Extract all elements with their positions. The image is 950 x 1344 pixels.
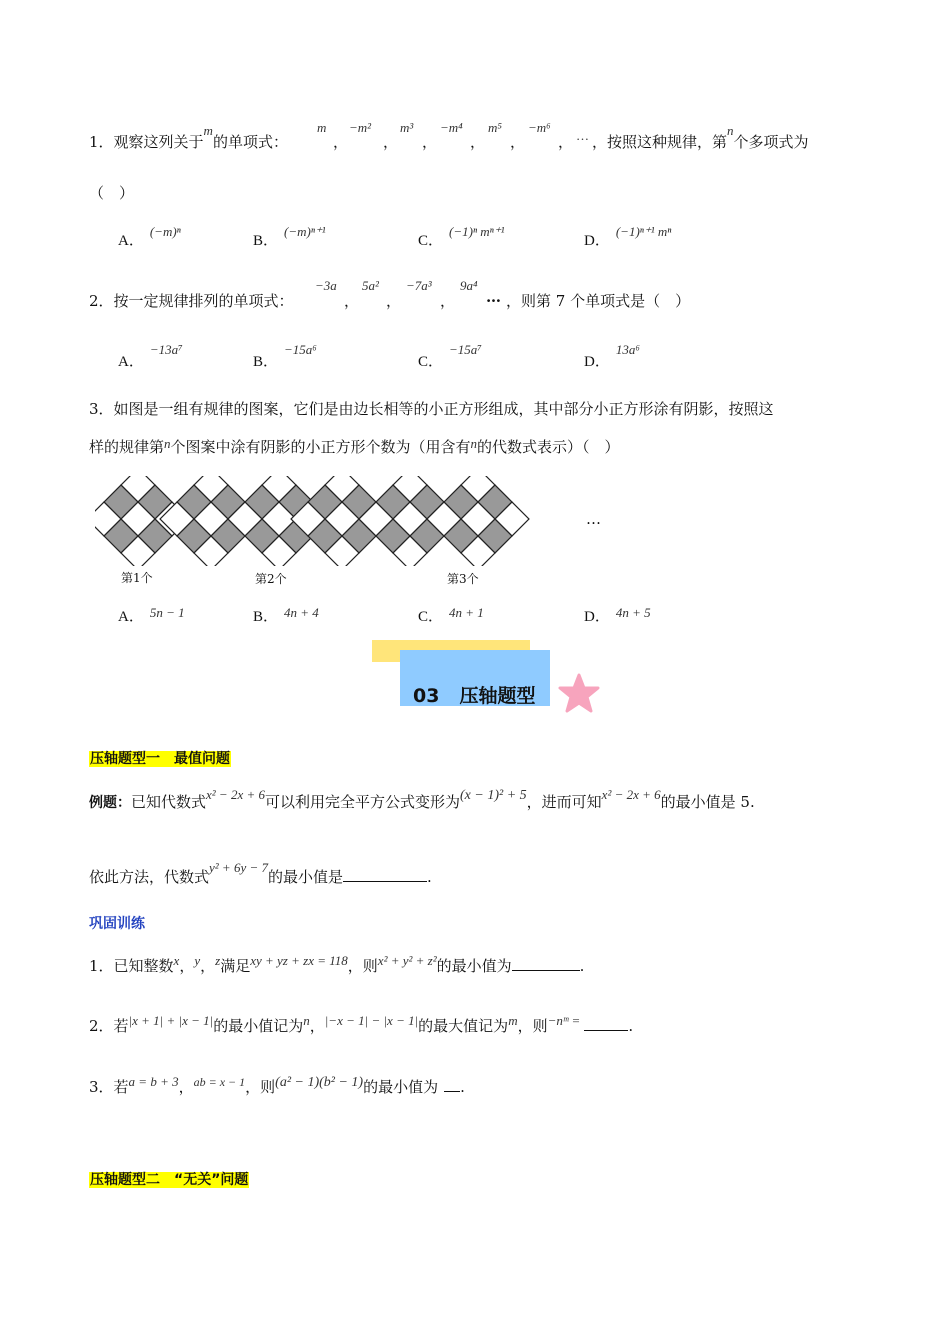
q2-seq-2: 5a² [362,278,379,293]
pattern-figures [95,476,605,566]
caption-figure-1: 第1个 [121,571,153,585]
section-heading-1: 压轴题型一 最值问题 [90,751,230,767]
q2-seq-1: −3a [315,278,337,293]
follow-up-question: 依此方法，代数式y² + 6y − 7的最小值是 . [89,860,432,886]
banner-title: 03 压轴题型 [413,685,536,707]
q2-option-b[interactable]: B．−15a⁶ [253,342,317,370]
answer-blank[interactable] [444,1077,460,1092]
q2-option-c[interactable]: C．−15a⁷ [418,342,482,370]
answer-blank[interactable] [343,867,427,882]
q1-stem-tail: ，按照这种规律，第n个多项式为 [592,123,809,151]
q2-ellipsis: … [486,288,501,306]
practice-question-3: 3．若a = b + 3，$^{ab = x - 1}$，则(a² − 1)(b² − 1)的最小值为 . [89,1074,465,1096]
question-3-line2: 样的规律第n个图案中涂有阴影的小正方形个数为（用含有n的代数式表示）（ ） [89,436,620,456]
question-1-stem: 1．观察这列关于m的单项式： [89,123,288,151]
q1-seq-5: m⁵ [488,120,502,135]
q3-option-b[interactable]: B． 4n + 4 [253,605,319,625]
q2-option-a[interactable]: A．−13a⁷ [118,342,183,370]
q1-option-b[interactable]: B．(−m)ⁿ⁺¹ [253,224,326,249]
q1-seq-ellipsis: … [576,128,589,143]
caption-figure-2: 第2个 [255,572,287,586]
practice-question-1: 1．已知整数x，y，z满足xy + yz + zx = 118，则x² + y² + z²的最小值为 . [89,953,585,975]
q1-seq-2: −m² [349,120,372,135]
q2-seq-3: −7a³ [406,278,432,293]
practice-question-2: 2．若|x + 1| + |x − 1|的最小值记为n，|−x − 1| − |x − 1|的最大值记为m，则−nᵐ = . [89,1013,634,1035]
q1-seq-1: m [317,120,327,135]
q3-option-a[interactable]: A． 5n − 1 [118,605,185,625]
practice-heading: 巩固训练 [89,916,145,932]
q3-option-d[interactable]: D． 4n + 5 [584,605,651,625]
answer-blank[interactable] [584,1016,628,1031]
q1-seq-3: m³ [400,120,414,135]
q1-option-d[interactable]: D．(−1)ⁿ⁺¹ mⁿ [584,224,672,249]
q1-option-c[interactable]: C．(−1)ⁿ mⁿ⁺¹ [418,224,505,249]
q1-seq-4: −m⁴ [440,120,463,135]
star-icon [558,672,600,714]
q2-option-d[interactable]: D．13a⁶ [584,342,640,370]
q2-seq-4: 9a⁴ [460,278,478,293]
q1-answer-paren: （ ） [89,184,135,202]
q2-stem-tail: ，则第 7 个单项式是（ ） [506,292,691,310]
pattern-ellipsis: … [586,510,603,528]
section-heading-2: 压轴题型二 “无关”问题 [90,1172,249,1188]
pattern-figure-3 [291,476,529,566]
q1-seq-6: −m⁶ [528,120,551,135]
q3-option-c[interactable]: C． 4n + 1 [418,605,484,625]
question-3-line1: 3．如图是一组有规律的图案，它们是由边长相等的小正方形组成，其中部分小正方形涂有阴影，按照这 [89,400,774,418]
example-line: 例题：已知代数式x² − 2x + 6可以利用完全平方公式变形为(x − 1)² + 5，进而可知x² − 2x + 6的最小值是 5. [89,787,755,811]
caption-figure-3: 第3个 [447,572,479,586]
question-2-stem: 2．按一定规律排列的单项式： [89,292,294,310]
q1-option-a[interactable]: A．(−m)ⁿ [118,224,181,249]
answer-blank[interactable] [512,956,580,971]
